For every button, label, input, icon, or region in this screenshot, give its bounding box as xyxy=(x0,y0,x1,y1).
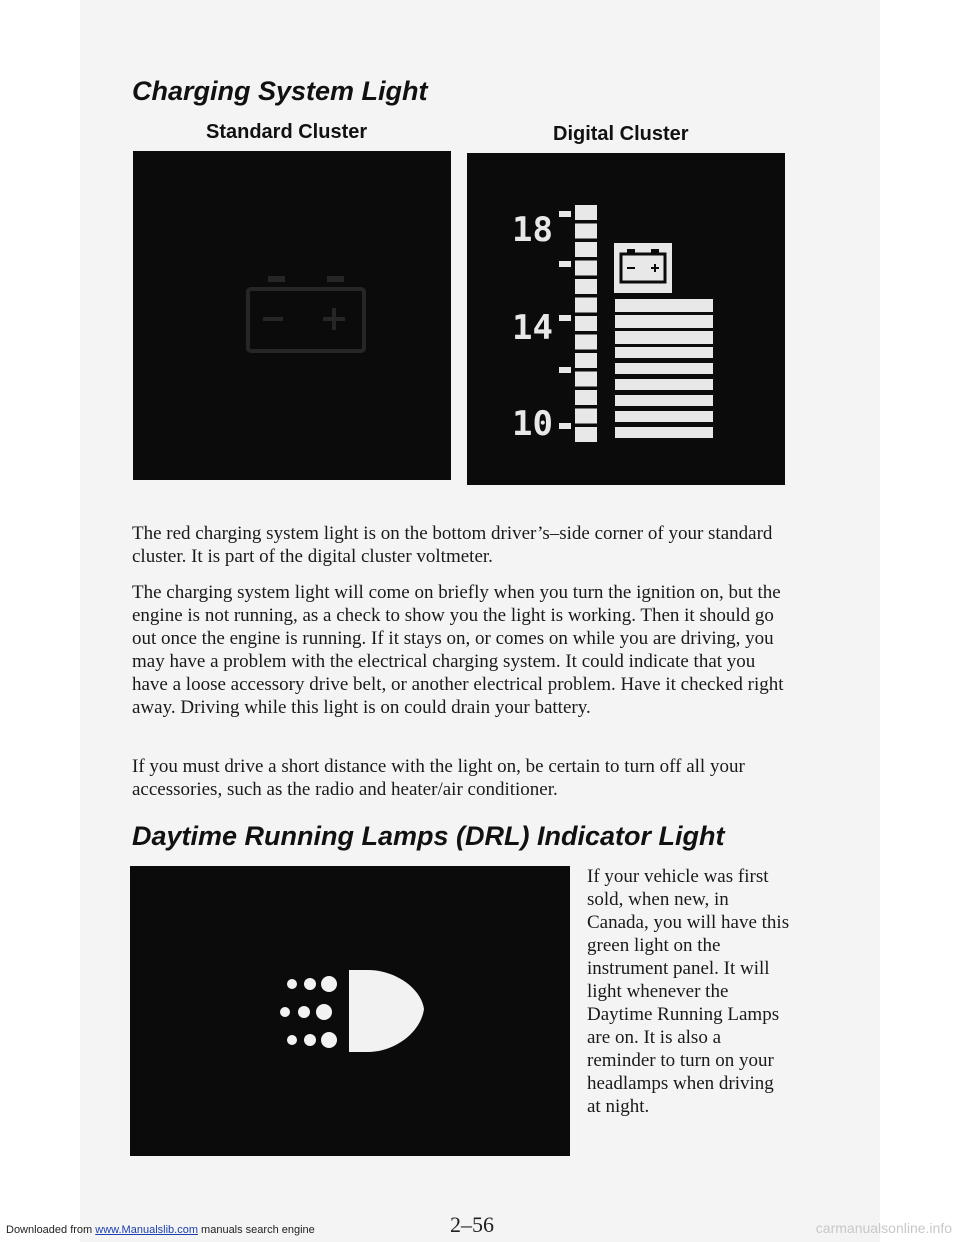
download-source-note xyxy=(6,1224,315,1236)
voltmeter-level-bar xyxy=(615,299,713,312)
paragraph-charging-3: If you must drive a short distance with the light on, be certain to turn off all your accessories, such as the radio and heater/air conditioner. xyxy=(132,756,745,800)
voltmeter-display xyxy=(467,153,785,485)
voltmeter-segment xyxy=(575,205,597,220)
voltmeter-segment xyxy=(575,353,597,368)
headlamp-icon xyxy=(130,866,570,1156)
download-prefix: Downloaded from xyxy=(6,1224,93,1236)
paragraph-drl: If your vehicle was first sold, when new, in Canada, you will have this green light on the instrument panel. It will light whenever the Daytime Running Lamps are on. It is also a reminder to turn on your headlamps when driving at night. xyxy=(587,866,790,1117)
voltmeter-level-bar xyxy=(615,347,713,358)
voltmeter-segment xyxy=(575,390,597,405)
page-number: 2–56 xyxy=(450,1212,494,1237)
voltmeter-tick-10: 10 xyxy=(512,404,553,444)
voltmeter-level-bar xyxy=(615,427,713,438)
download-suffix: manuals search engine xyxy=(201,1224,315,1236)
battery-icon xyxy=(133,151,451,480)
voltmeter-level-bar xyxy=(615,411,713,422)
digital-cluster-image xyxy=(467,153,785,485)
digital-cluster-label: Digital Cluster xyxy=(553,123,689,145)
manualslib-link[interactable]: www.Manualslib.com xyxy=(95,1224,198,1236)
voltmeter-level-bar xyxy=(615,379,713,390)
paragraph-charging-2: The charging system light will come on briefly when you turn the ignition on, but the engine is not running, as a check to show you the light is working. Then it should go out once the engine is running. If it stays on, or comes on while you are driving, you may have a problem with the electrical charging system. It could indicate that you have a loose accessory drive belt, or another electrical problem. Have it checked right away. Driving while this light is on could drain your battery. xyxy=(132,582,784,718)
voltmeter-segment xyxy=(575,335,597,350)
voltmeter-level-graph xyxy=(615,299,713,438)
voltmeter-segment xyxy=(575,279,597,294)
paragraph-charging-1: The red charging system light is on the bottom driver’s–side corner of your standard cluster. It is part of the digital cluster voltmeter. xyxy=(132,523,773,567)
voltmeter-tick-18: 18 xyxy=(512,210,553,250)
voltmeter-tick-14: 14 xyxy=(512,308,553,348)
voltmeter-level-bar xyxy=(615,331,713,344)
voltmeter-segment xyxy=(575,224,597,239)
voltmeter-segment xyxy=(575,316,597,331)
voltmeter-level-bar xyxy=(615,315,713,328)
voltmeter-segment xyxy=(575,409,597,424)
voltmeter-level-bar xyxy=(615,363,713,374)
digital-battery-icon xyxy=(614,243,672,293)
watermark: carmanualsonline.info xyxy=(815,1220,952,1236)
voltmeter-segment xyxy=(575,298,597,313)
voltmeter-segment xyxy=(575,372,597,387)
voltmeter-level-bar xyxy=(615,395,713,406)
section-title-charging: Charging System Light xyxy=(132,76,428,106)
voltmeter-segment xyxy=(575,261,597,276)
standard-cluster-image xyxy=(133,151,451,480)
drl-indicator-image xyxy=(130,866,570,1156)
standard-cluster-label: Standard Cluster xyxy=(206,121,368,143)
section-title-drl: Daytime Running Lamps (DRL) Indicator Light xyxy=(132,821,725,851)
voltmeter-segment xyxy=(575,242,597,257)
voltmeter-bar xyxy=(575,205,597,442)
voltmeter-segment xyxy=(575,427,597,442)
